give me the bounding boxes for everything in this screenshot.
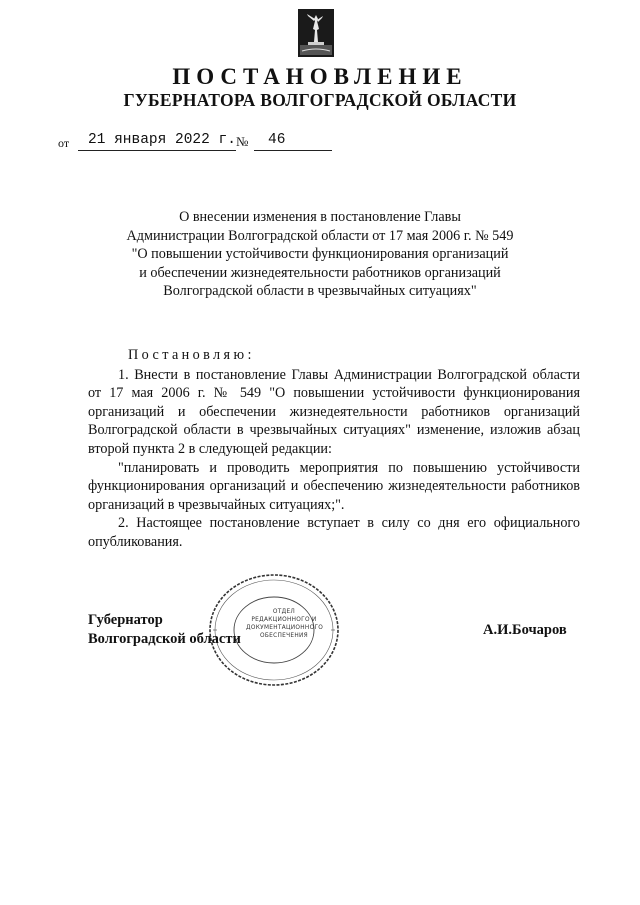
resolves-heading: Постановляю: xyxy=(128,347,255,363)
issuer-title: ГУБЕРНАТОРА ВОЛГОГРАДСКОЙ ОБЛАСТИ xyxy=(123,90,517,110)
signatory-position: Губернатор Волгоградской области xyxy=(88,612,241,647)
subject-line: Администрации Волгоградской области от 17 мая 2006 г. № 549 xyxy=(126,227,514,244)
quoted-wording: "планировать и проводить мероприятия по повышению устойчивости функционирования организаций и обеспечению жизнедеятельности работников организаций в чрезвычайных ситуациях;". xyxy=(88,459,580,513)
paragraph-2: 2. Настоящее постановление вступает в силу со дня его официального опубликования. xyxy=(88,515,580,550)
from-label: от xyxy=(58,136,70,150)
document-subject xyxy=(0,208,640,301)
document-number: 46 xyxy=(254,132,332,151)
subject-line: Волгоградской области в чрезвычайных ситуациях" xyxy=(163,283,477,299)
document-body xyxy=(88,346,580,552)
subject-line: и обеспечении жизнедеятельности работников организаций xyxy=(139,264,501,281)
document-type-title: ПОСТАНОВЛЕНИЕ xyxy=(172,64,468,89)
subject-line: О внесении изменения в постановление Главы xyxy=(179,209,461,225)
signatory-name: А.И.Бочаров xyxy=(483,622,567,638)
coat-of-arms-emblem xyxy=(298,9,334,57)
stamp-inner-text: ОТДЕЛ РЕДАКЦИОННОГО И ДОКУМЕНТАЦИОННОГО ОБЕСПЕЧЕНИЯ xyxy=(246,609,324,639)
document-date: 21 января 2022 г. xyxy=(78,132,236,151)
number-label: № xyxy=(236,134,249,149)
subject-line: "О повышении устойчивости функционирования организаций xyxy=(131,246,509,262)
paragraph-1: 1. Внести в постановление Главы Администрации Волгоградской области от 17 мая 2006 г. № 549 "О повышении устойчивости функционирования организаций и обеспечении жизнедеятельности работников организаций Волгоградской области в чрезвычайных ситуациях" изменение, изложив абзац второй пункта 2 в следующей редакции: xyxy=(88,366,580,457)
